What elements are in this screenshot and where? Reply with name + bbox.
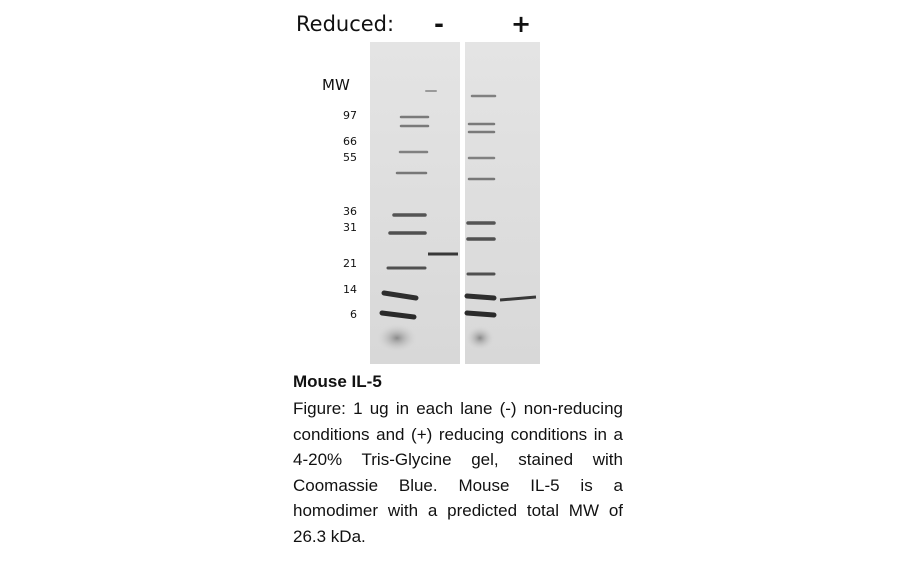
- lane-minus-label: -: [434, 10, 444, 38]
- mw-label-97: 97: [343, 109, 357, 122]
- mw-label-14: 14: [343, 283, 357, 296]
- caption-title: Mouse IL-5: [293, 372, 382, 391]
- mw-label-66: 66: [343, 135, 357, 148]
- lane-plus-label: +: [511, 10, 532, 38]
- mw-label-55: 55: [343, 151, 357, 164]
- gel-image: [370, 42, 540, 364]
- figure-caption: [293, 372, 623, 549]
- gel-svg: [370, 42, 540, 364]
- caption-body: Figure: 1 ug in each lane (-) non-reducing conditions and (+) reducing conditions in a 4-20% Tris-Glycine gel, stained with Coomassie Blue. Mouse IL-5 is a homodimer with a predicted total MW of 26.3 kDa.: [293, 399, 623, 546]
- mw-label-31: 31: [343, 221, 357, 234]
- reduced-label: Reduced:: [296, 12, 395, 36]
- mw-title: MW: [322, 76, 350, 94]
- mw-label-21: 21: [343, 257, 357, 270]
- mw-label-6: 6: [350, 308, 357, 321]
- mw-label-36: 36: [343, 205, 357, 218]
- reduced-header: [296, 10, 546, 40]
